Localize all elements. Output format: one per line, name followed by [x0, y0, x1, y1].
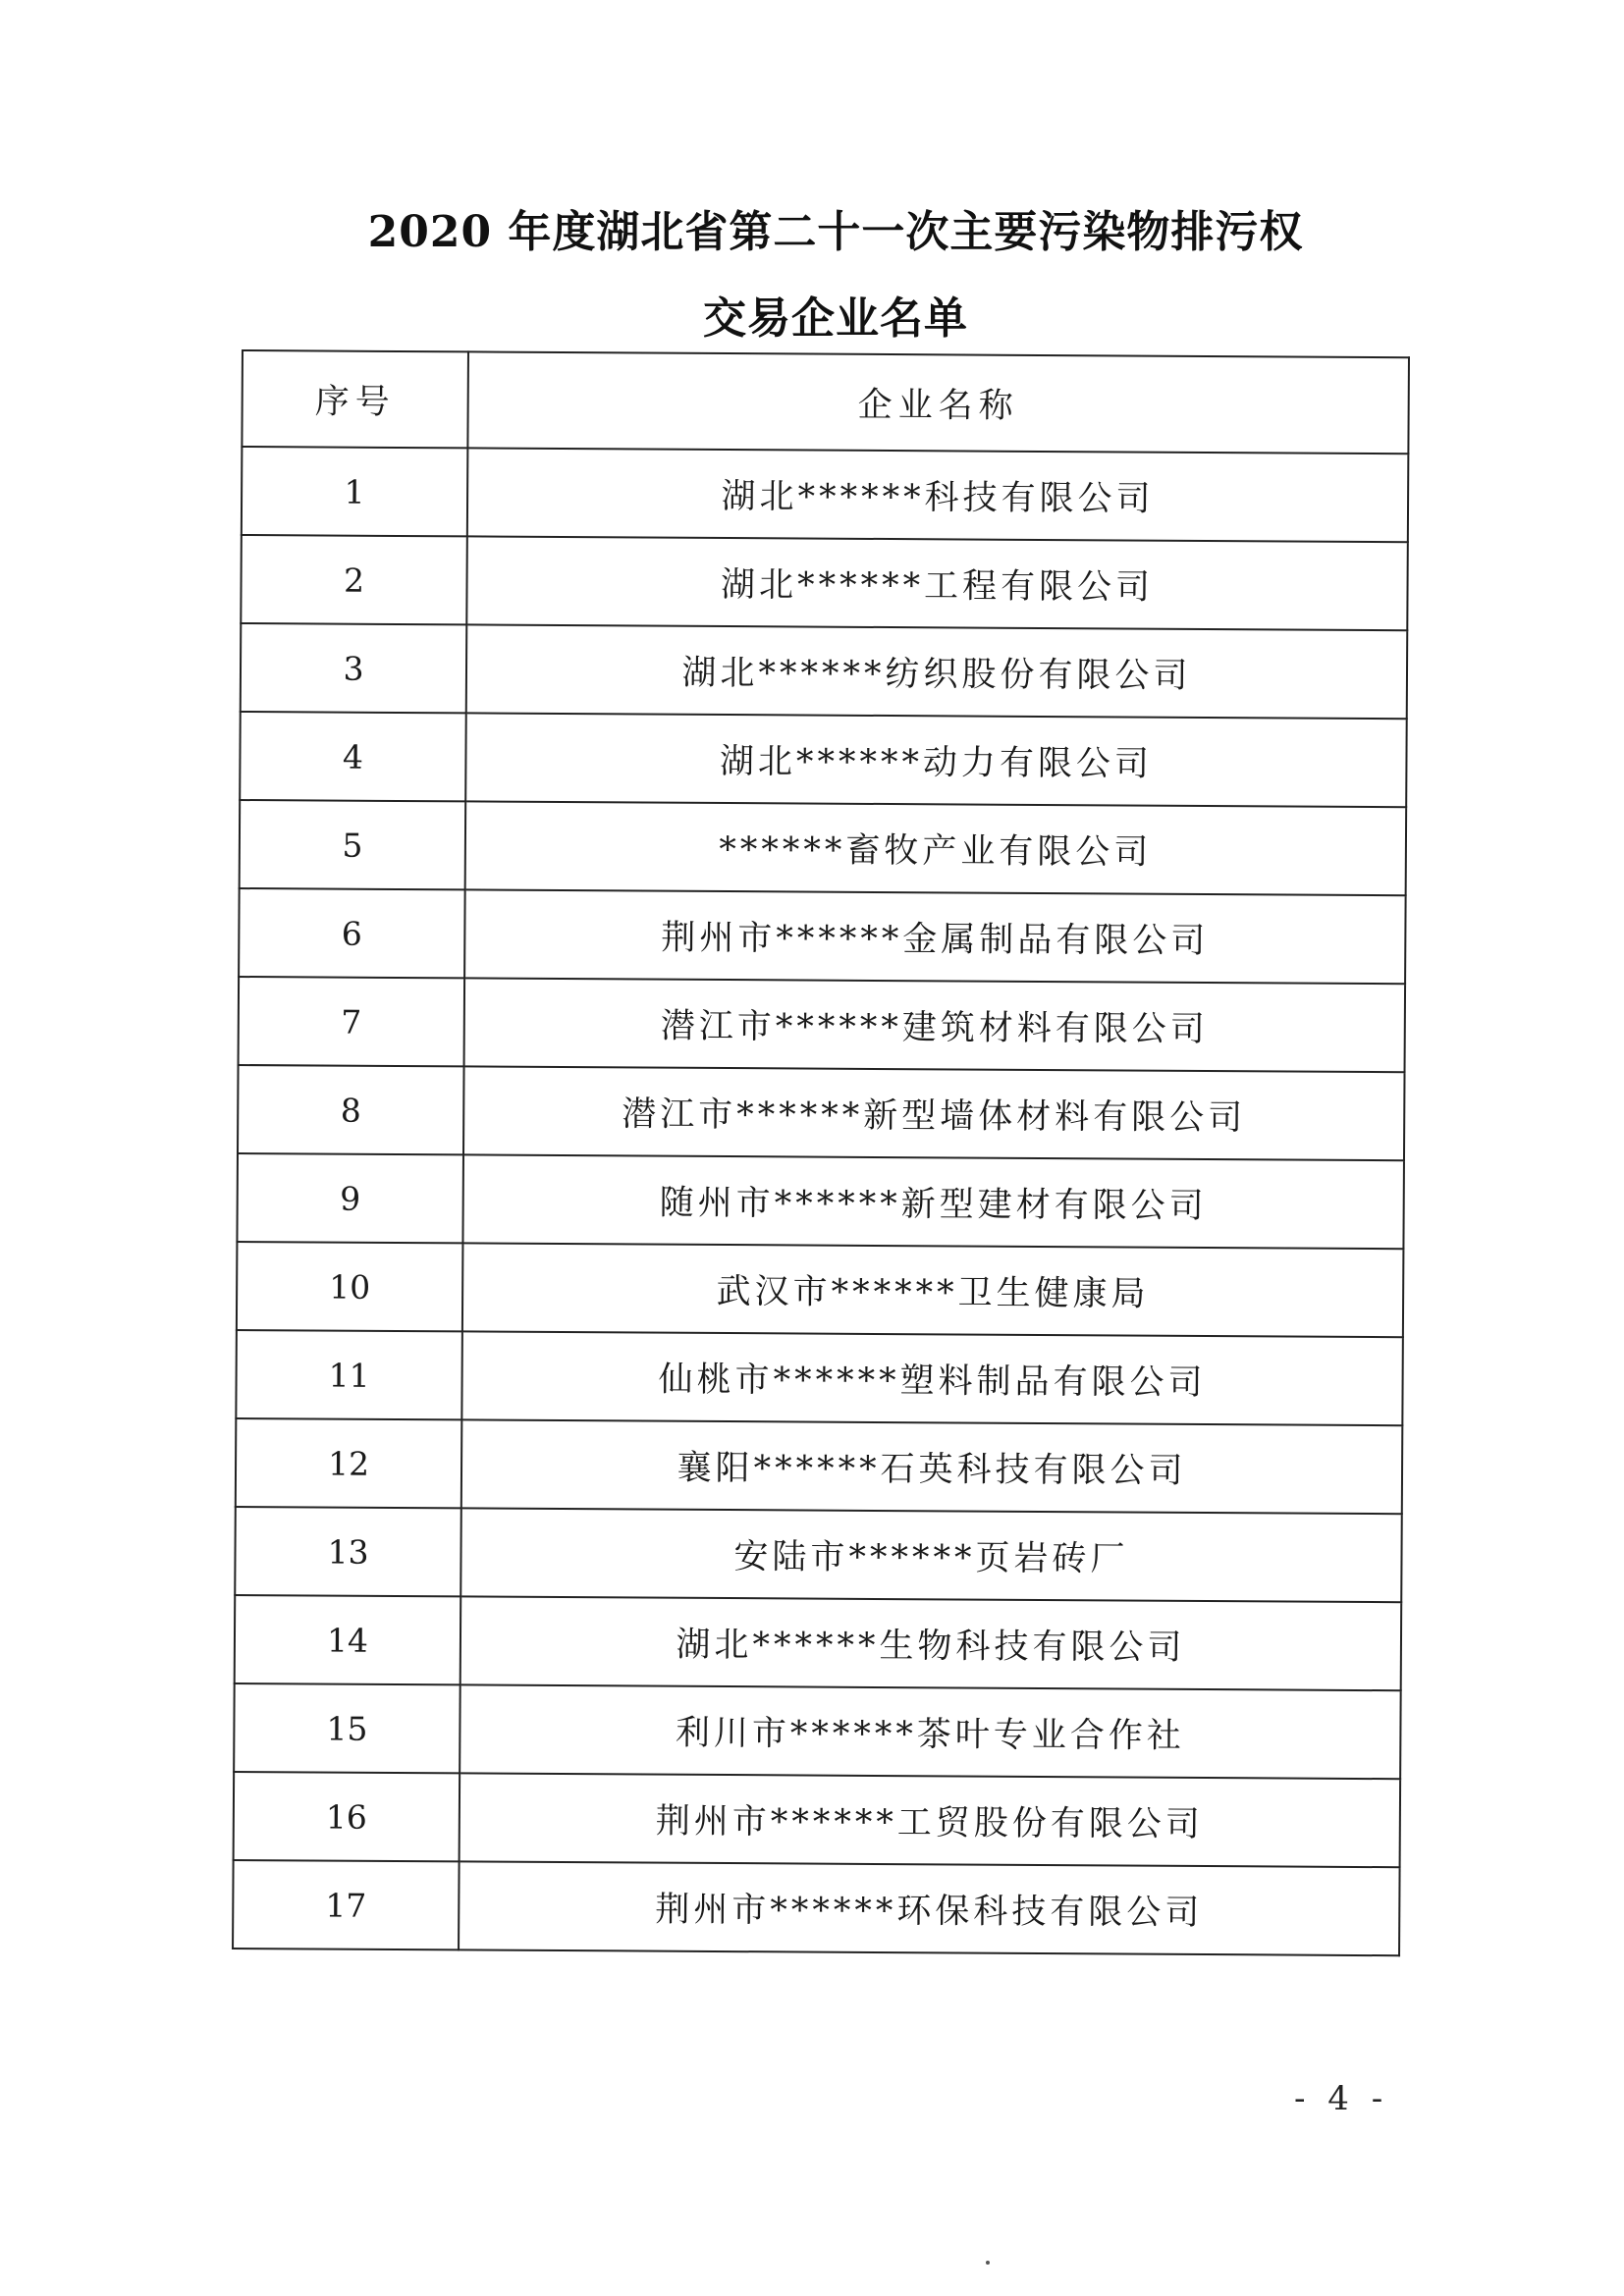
row-number: 6	[239, 888, 465, 978]
table-row	[237, 1242, 1404, 1337]
row-number: 9	[237, 1153, 463, 1243]
table-row	[235, 1595, 1402, 1690]
table-row	[234, 1772, 1401, 1867]
enterprise-name: 安陆市******页岩砖厂	[460, 1508, 1402, 1602]
document-title-line-1: 2020 年度湖北省第二十一次主要污染物排污权	[367, 207, 1304, 257]
row-number: 17	[233, 1860, 460, 1949]
enterprise-name: 利川市******茶叶专业合作社	[460, 1684, 1401, 1779]
enterprise-name: 湖北******纺织股份有限公司	[466, 624, 1408, 719]
table-row	[239, 888, 1406, 984]
table-row	[240, 712, 1407, 807]
enterprise-name: 随州市******新型建材有限公司	[462, 1154, 1404, 1249]
enterprise-name: 湖北******动力有限公司	[465, 713, 1407, 807]
row-number: 7	[239, 977, 465, 1066]
enterprise-name: 潜江市******建筑材料有限公司	[464, 978, 1406, 1072]
table-row	[234, 1683, 1401, 1779]
document-title-line-2: 交易企业名单	[703, 294, 968, 344]
enterprise-name: 襄阳******石英科技有限公司	[461, 1419, 1403, 1514]
table-header-row	[242, 350, 1409, 454]
enterprise-name: 荆州市******环保科技有限公司	[459, 1861, 1400, 1955]
enterprise-name: 湖北******生物科技有限公司	[460, 1596, 1402, 1690]
table-row	[240, 800, 1407, 895]
enterprise-name: ******畜牧产业有限公司	[465, 801, 1407, 895]
table-row	[236, 1330, 1403, 1425]
table-row	[235, 1507, 1402, 1602]
enterprise-table	[232, 349, 1410, 1956]
row-number: 14	[235, 1595, 461, 1684]
table-body	[233, 447, 1408, 1955]
enterprise-name: 荆州市******工贸股份有限公司	[460, 1773, 1401, 1867]
page-number: - 4 -	[1294, 2079, 1389, 2118]
table-row	[239, 977, 1406, 1072]
row-number: 16	[234, 1772, 460, 1861]
table-row	[233, 1860, 1400, 1955]
table-row	[237, 1153, 1404, 1249]
enterprise-name: 湖北******科技有限公司	[467, 448, 1409, 542]
enterprise-name: 荆州市******金属制品有限公司	[464, 889, 1406, 984]
table-row	[241, 535, 1408, 630]
enterprise-name: 武汉市******卫生健康局	[462, 1243, 1404, 1337]
row-number: 8	[238, 1065, 464, 1154]
enterprise-name: 潜江市******新型墙体材料有限公司	[463, 1066, 1405, 1160]
row-number: 5	[240, 800, 466, 889]
row-number: 2	[241, 535, 467, 624]
row-number: 1	[242, 447, 468, 536]
table-row	[236, 1418, 1403, 1514]
table-row	[242, 447, 1409, 542]
table-row	[241, 623, 1408, 719]
row-number: 12	[236, 1418, 462, 1508]
row-number: 11	[236, 1330, 462, 1419]
scan-speck	[986, 2261, 990, 2265]
header-enterprise-name: 企业名称	[467, 351, 1409, 454]
enterprise-name: 湖北******工程有限公司	[466, 536, 1408, 630]
enterprise-name: 仙桃市******塑料制品有限公司	[461, 1331, 1403, 1425]
row-number: 3	[241, 623, 467, 713]
row-number: 15	[234, 1683, 460, 1773]
row-number: 13	[235, 1507, 461, 1596]
table-row	[238, 1065, 1405, 1160]
header-number: 序号	[242, 350, 468, 448]
row-number: 4	[240, 712, 466, 801]
row-number: 10	[237, 1242, 463, 1331]
